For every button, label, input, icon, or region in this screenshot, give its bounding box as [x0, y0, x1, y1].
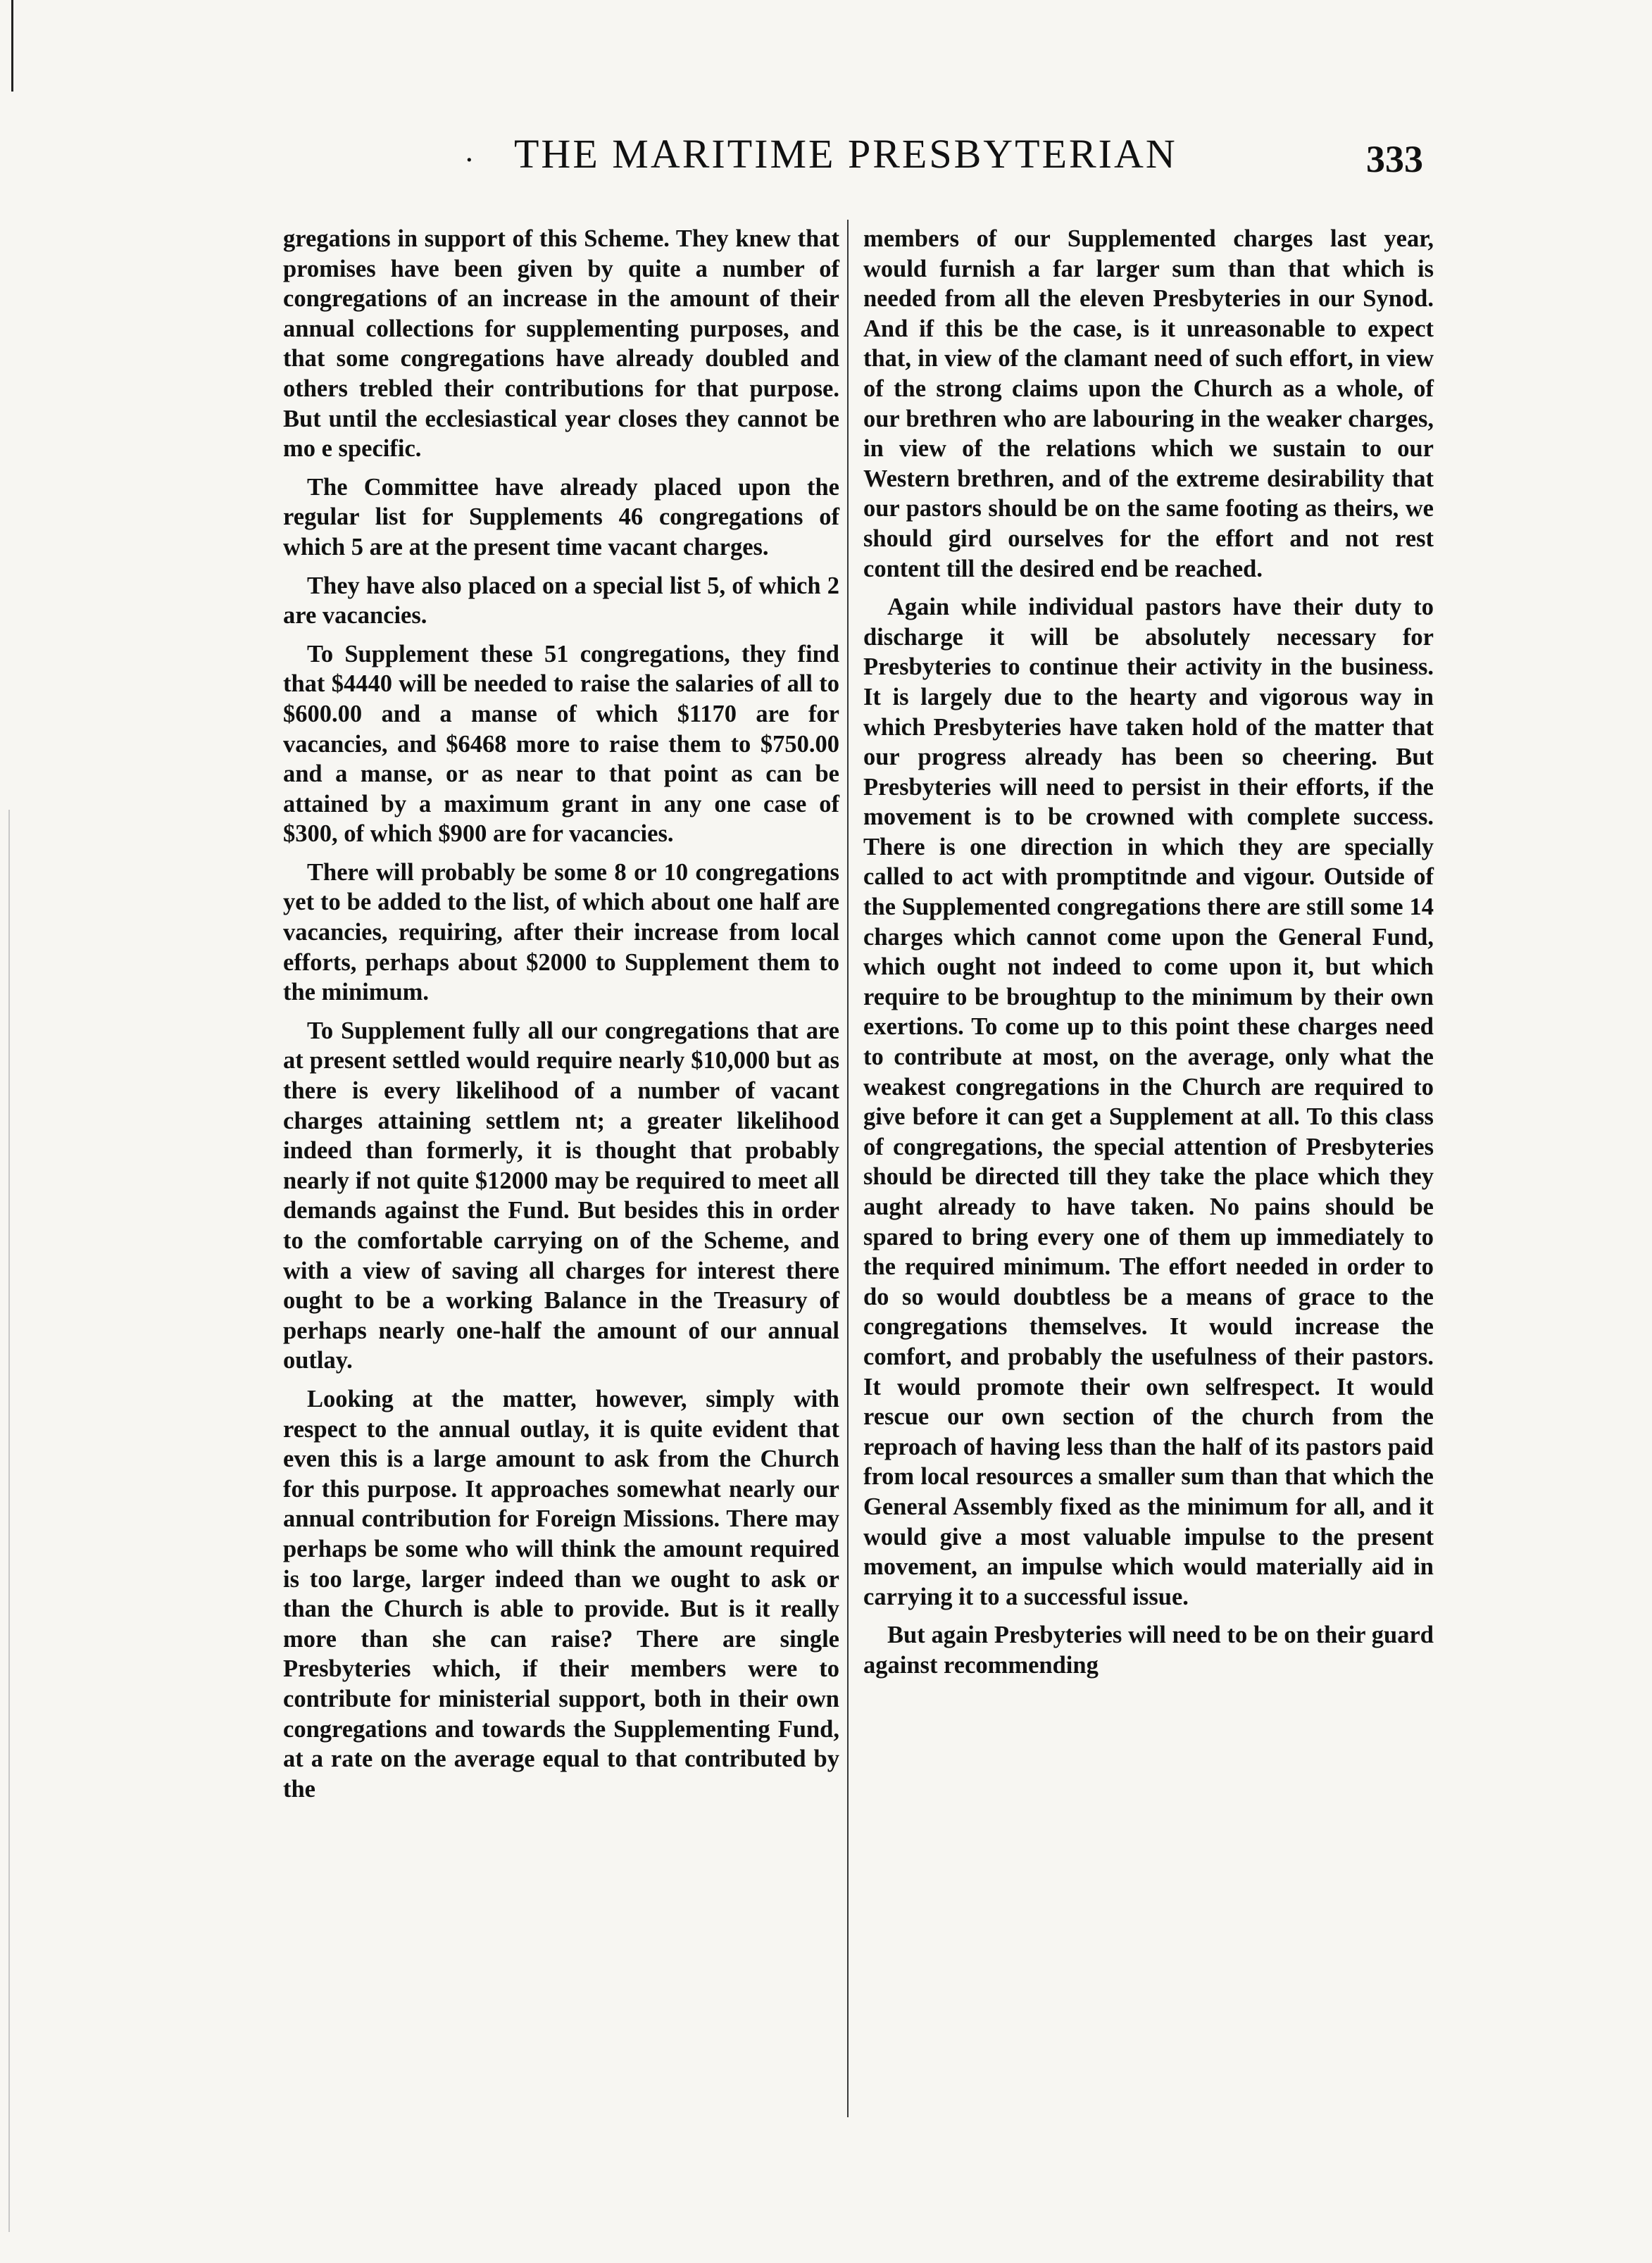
- paragraph: But again Presbyteries will need to be on their guard against recommending: [863, 1622, 1434, 1679]
- paragraph: members of our Supplemented charges last year, would furnish a far larger sum than that which is needed from all the eleven Presbyteries in our Synod. And if this be the case, is it unreasonable to expect that, in view of the clamant need of such effort, in view of the strong claims upon the Church as a whole, of our brethren who are labouring in the weaker charges, in view of the relations which we sustain to our Western brethren, and of the extreme desirability that our pastors should be on the same footing as theirs, we should gird ourselves for the effort and not rest content till the desired end be reached.: [863, 225, 1434, 582]
- page-number: 333: [1366, 138, 1423, 180]
- header-bullet: ·: [465, 144, 474, 177]
- paragraph: Again while individual pastors have their duty to discharge it will be absolutely necessary for Presbyteries to continue their activity in the business. It is largely due to the hearty and vigorous way in which Presbyteries have taken hold of the matter that our progress already has been so cheering. But Presbyteries will need to persist in their efforts, if the movement is to be crowned with complete success. There is one direction in which they are specially called to act with promptitnde and vigour. Outside of the Supplemented congregations there are still some 14 charges which cannot come upon the General Fund, which ought not indeed to come upon it, but which require to be broughtup to the minimum by their own exertions. To come up to this point these charges need to contribute at most, on the average, only what the weakest congregations in the Church are required to give before it can get a Supplement at all. To this class of congregations, the special attention of Presbyteries should be directed till they take the place which they aught already to have taken. No pains should be spared to bring every one of them up immediately to the required minimum. The effort needed in order to do so would doubtless be a means of grace to the congregations themselves. It would increase the comfort, and probably the usefulness of their pastors. It would promote their own selfrespect. It would rescue our own section of the church from the reproach of having less than the half of its pastors paid from local resources a smaller sum than that which the General Assembly fixed as the minimum for all, and it would give a most valuable impulse to the present movement, an impulse which would materially aid in carrying it to a successful issue.: [863, 594, 1434, 1610]
- scan-edge-mark: [11, 0, 13, 92]
- paragraph: The Committee have already placed upon the regular list for Supplements 46 congregations of which 5 are at the present time vacant charges.: [283, 473, 839, 560]
- paragraph: Looking at the matter, however, simply with respect to the annual outlay, it is quite evident that even this is a large amount to ask from the Church for this purpose. It approaches somewhat nearly our annual contribution for Foreign Missions. There may perhaps be some who will think the amount required is too large, larger indeed than we ought to ask or than the Church is able to provide. But is it really more than she can raise? There are single Presbyteries which, if their members were to contribute for ministerial support, both in their own congregations and towards the Supplementing Fund, at a rate on the average equal to that contributed by the: [283, 1385, 839, 1803]
- paragraph: To Supplement fully all our congregations that are at present settled would require nearly $10,000 but as there is every likelihood of a number of vacant charges attaining settlem nt; a greater likelihood indeed than formerly, it is thought that probably nearly if not quite $12000 may be required to meet all demands against the Fund. But besides this in order to the comfortable carrying on of the Scheme, and with a view of saving all charges for interest there ought to be a working Balance in the Treasury of perhaps nearly one-half the amount of our annual outlay.: [283, 1017, 839, 1374]
- paragraph: To Supplement these 51 congregations, they find that $4440 will be needed to raise the salaries of all to $600.00 and a manse of which $1170 are for vacancies, and $6468 more to raise them to $750.00 and a manse, or as near to that point as can be attained by a maximum grant in any one case of $300, of which $900 are for vacancies.: [283, 640, 839, 848]
- right-column: [863, 224, 1434, 1689]
- paragraph: gregations in support of this Scheme. They knew that promises have been given by quite a number of congregations of an increase in the amount of their annual collections for supplementing purposes, and that some congregations have already doubled and others trebled their contributions for that purpose. But until the ecclesiastical year closes they cannot be mo e specific.: [283, 225, 839, 463]
- column-divider: [847, 220, 849, 2117]
- paragraph: There will probably be some 8 or 10 congregations yet to be added to the list, of which about one half are vacancies, requiring, after their increase from local efforts, perhaps about $2000 to Supplement them to the minimum.: [283, 858, 839, 1006]
- scan-edge-shadow: [8, 810, 10, 2232]
- left-column: [283, 224, 839, 1812]
- journal-title: THE MARITIME PRESBYTERIAN: [514, 131, 1177, 177]
- running-header: [232, 130, 1500, 187]
- paragraph: They have also placed on a special list 5, of which 2 are vacancies.: [283, 572, 839, 629]
